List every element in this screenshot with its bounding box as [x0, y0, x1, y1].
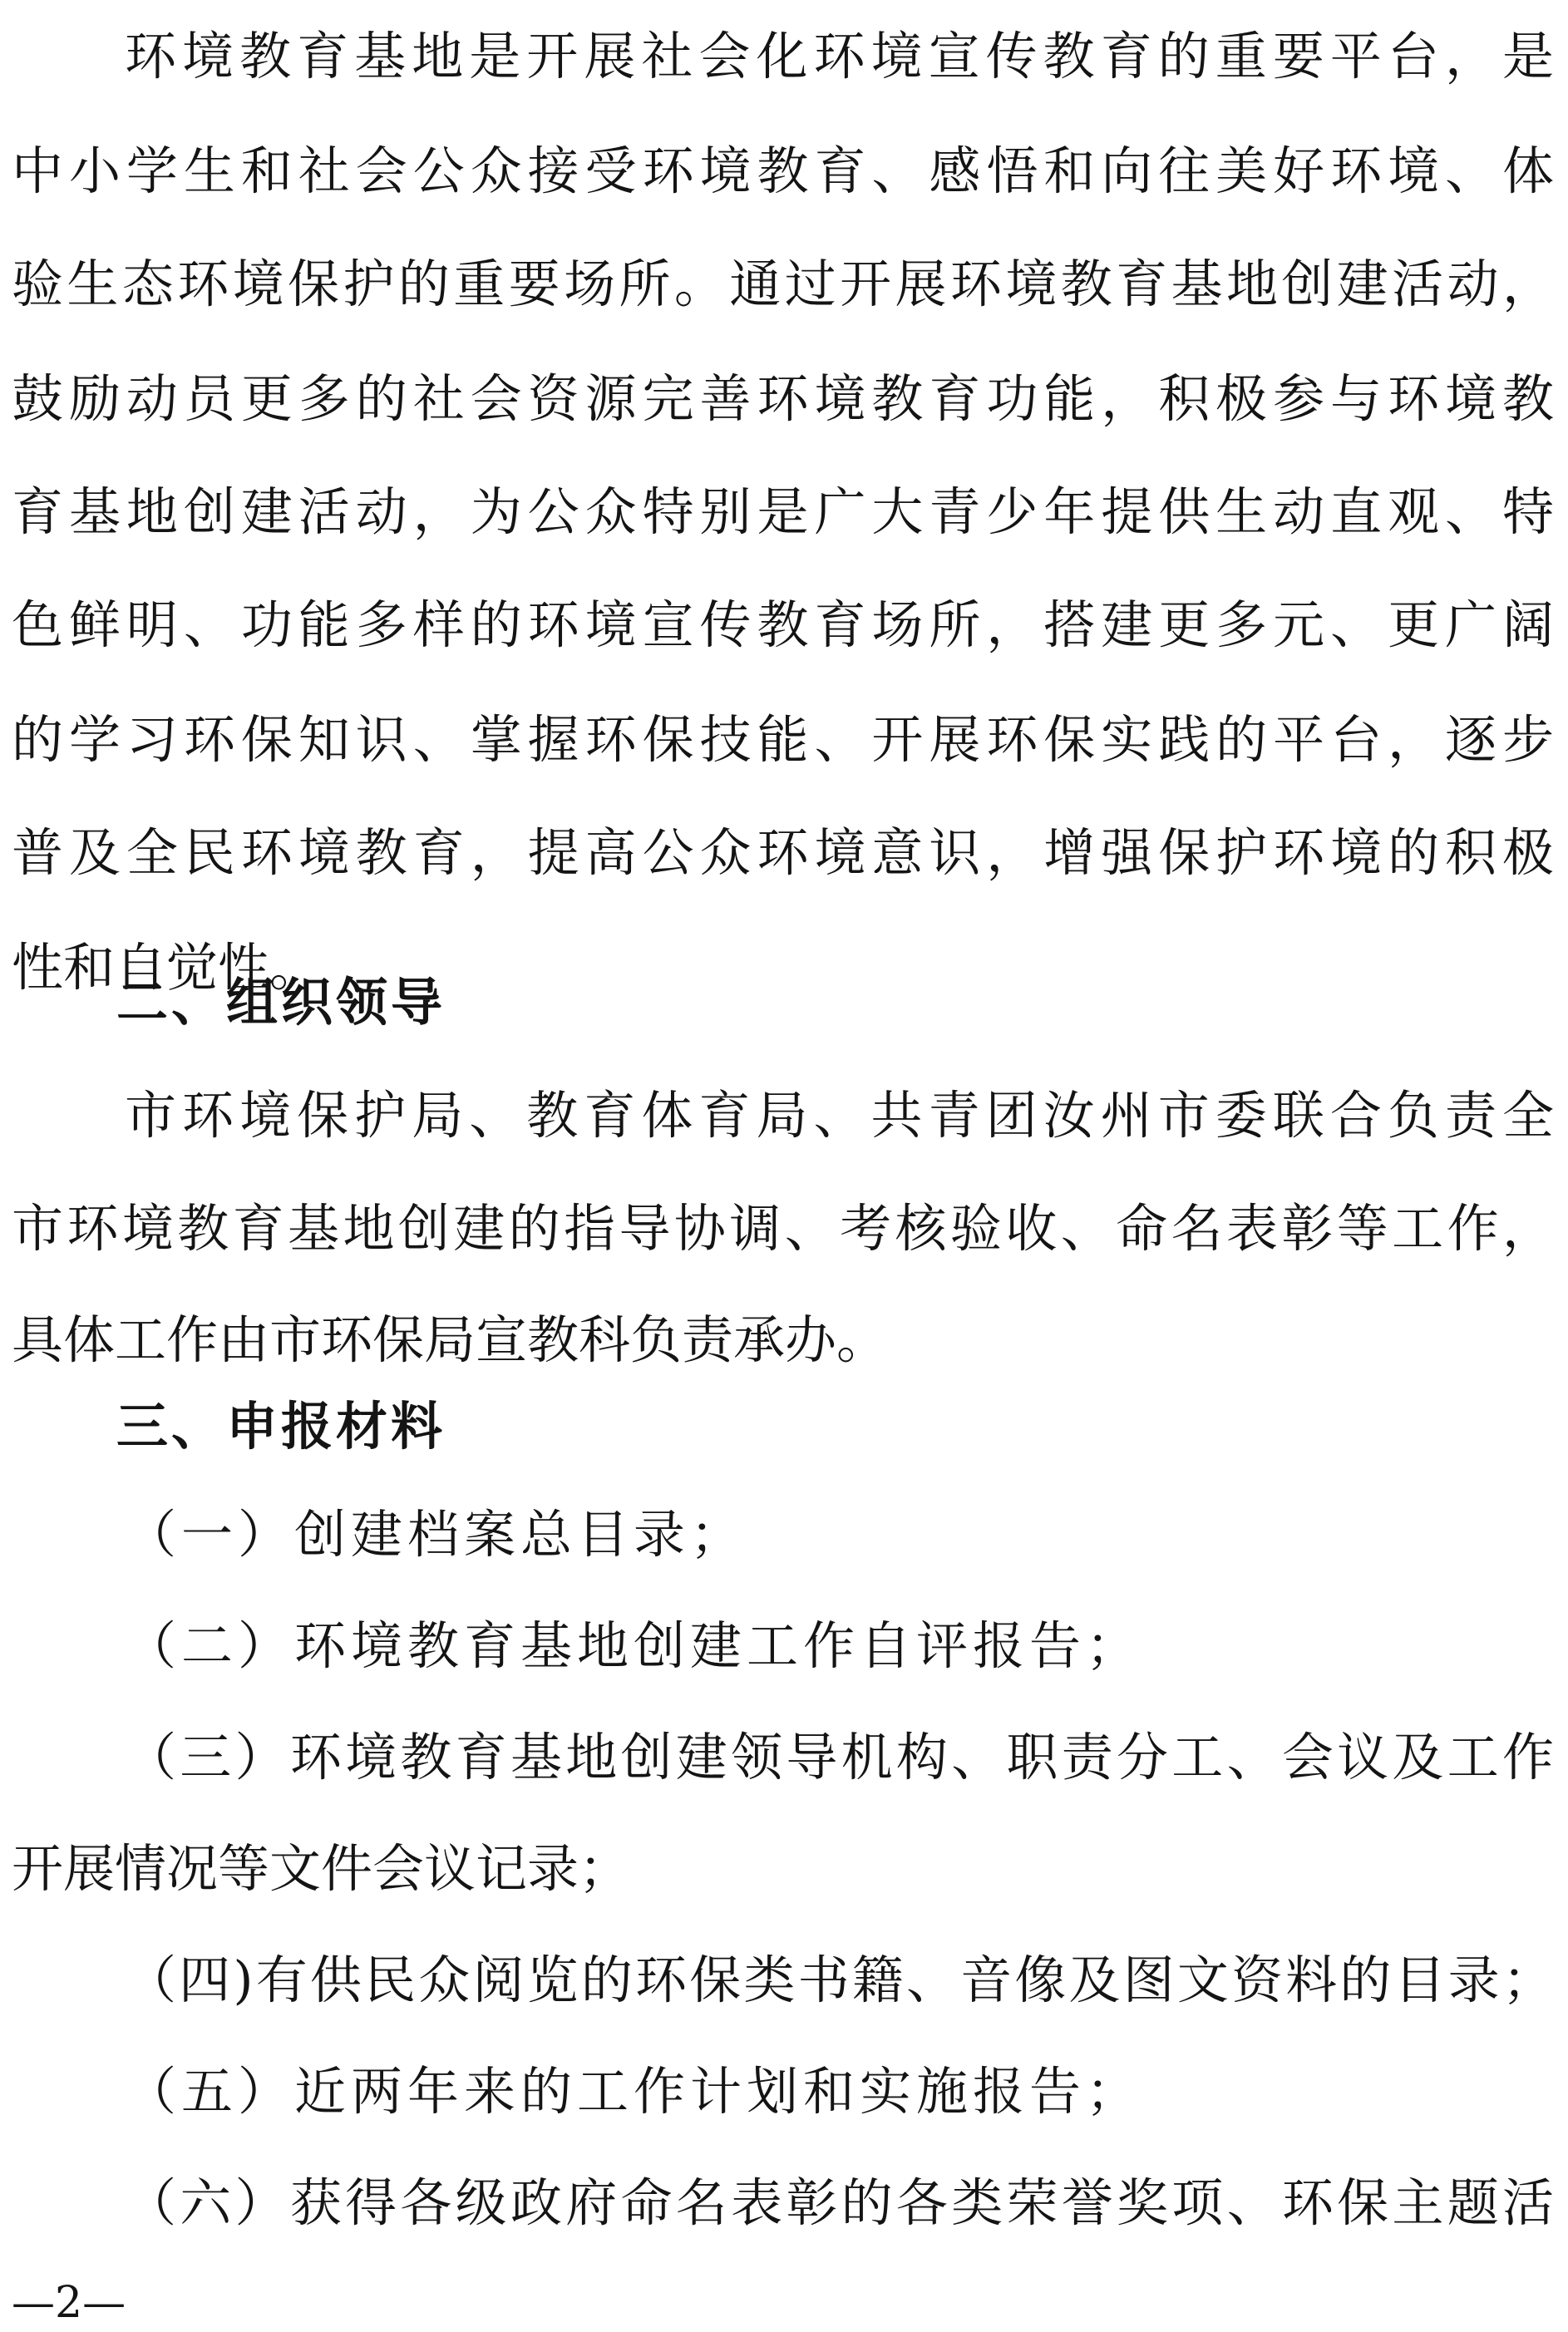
- section-two-line-1: 市环境保护局、教育体育局、共青团汝州市委联合负责全: [125, 1085, 1554, 1146]
- material-item-4: （四)有供民众阅览的环保类书籍、音像及图文资料的目录；: [125, 1950, 1554, 2010]
- section-two-heading: 二、组织领导: [116, 972, 446, 1033]
- intro-line-5: 育基地创建活动，为公众特别是广大青少年提供生动直观、特: [12, 481, 1554, 542]
- material-item-3: （三）环境教育基地创建领导机构、职责分工、会议及工作: [125, 1727, 1554, 1787]
- material-item-5: （五）近两年来的工作计划和实施报告；: [125, 2061, 1143, 2122]
- intro-line-8: 普及全民环境教育，提高公众环境意识，增强保护环境的积极: [12, 822, 1554, 883]
- material-item-2: （二）环境教育基地创建工作自评报告；: [125, 1615, 1143, 1676]
- material-item-3-continued: 开展情况等文件会议记录；: [12, 1838, 631, 1899]
- intro-line-3: 验生态环境保护的重要场所。通过开展环境教育基地创建活动，: [12, 254, 1554, 314]
- section-two-line-3: 具体工作由市环保局宣教科负责承办。: [12, 1309, 889, 1370]
- intro-line-9: 性和自觉性。: [12, 937, 322, 998]
- page-number: —2—: [12, 2278, 126, 2328]
- intro-line-7: 的学习环保知识、掌握环保技能、开展环保实践的平台，逐步: [12, 709, 1554, 770]
- intro-line-1: 环境教育基地是开展社会化环境宣传教育的重要平台，是: [125, 26, 1554, 86]
- material-item-6: （六）获得各级政府命名表彰的各类荣誉奖项、环保主题活: [125, 2172, 1554, 2233]
- material-item-1: （一）创建档案总目录；: [125, 1504, 747, 1565]
- section-three-heading: 三、申报材料: [116, 1396, 446, 1457]
- section-two-line-2: 市环境教育基地创建的指导协调、考核验收、命名表彰等工作，: [12, 1198, 1554, 1259]
- intro-line-6: 色鲜明、功能多样的环境宣传教育场所，搭建更多元、更广阔: [12, 594, 1554, 655]
- intro-line-2: 中小学生和社会公众接受环境教育、感悟和向往美好环境、体: [12, 141, 1554, 201]
- intro-line-4: 鼓励动员更多的社会资源完善环境教育功能，积极参与环境教: [12, 368, 1554, 429]
